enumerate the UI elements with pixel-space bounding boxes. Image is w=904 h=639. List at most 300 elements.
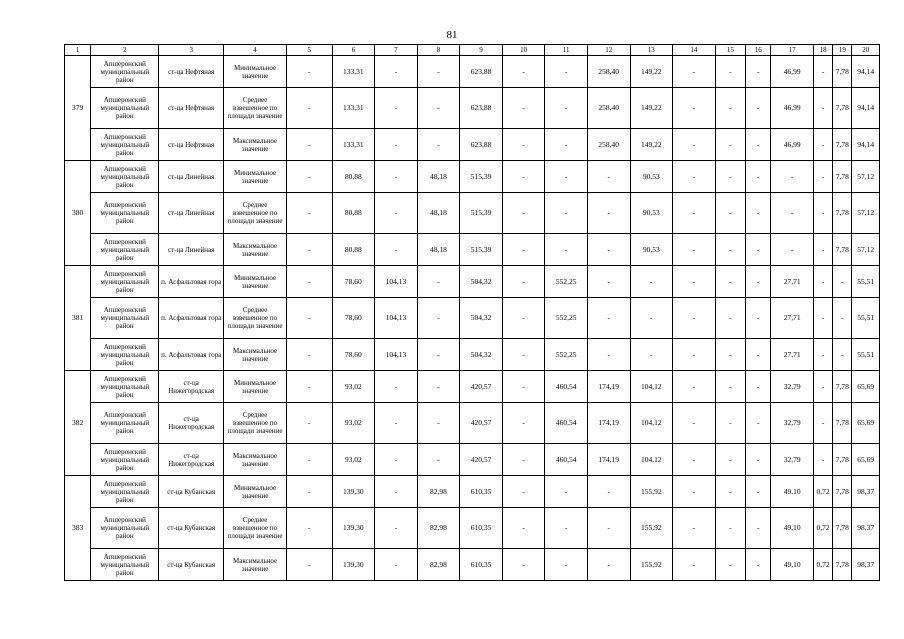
value-cell: 552,25	[545, 298, 588, 339]
value-cell: 78,60	[332, 266, 375, 298]
table-row	[65, 403, 880, 444]
value-cell: -	[502, 476, 545, 508]
row-number: 380	[65, 161, 91, 266]
value-cell: -	[715, 403, 745, 444]
district-cell: Апшеронский муниципальный район	[91, 476, 159, 508]
value-cell: -	[715, 549, 745, 581]
value-type-cell: Максимальное значение	[224, 234, 287, 266]
value-cell: -	[746, 549, 771, 581]
settlement-cell: п. Асфальтовая гора	[159, 266, 224, 298]
value-cell: 133,31	[332, 56, 375, 88]
value-cell: -	[286, 193, 332, 234]
column-header: 12	[587, 45, 630, 56]
value-cell: -	[286, 549, 332, 581]
value-cell: -	[673, 88, 716, 129]
value-cell: -	[673, 371, 716, 403]
row-number: 382	[65, 371, 91, 476]
value-cell: -	[630, 298, 673, 339]
table-row	[65, 88, 880, 129]
value-cell: -	[813, 234, 832, 266]
value-cell: -	[417, 298, 460, 339]
column-header: 20	[852, 45, 880, 56]
value-cell: -	[417, 371, 460, 403]
column-header: 2	[91, 45, 159, 56]
value-cell: -	[375, 234, 418, 266]
value-cell: 7,78	[833, 549, 852, 581]
data-table	[64, 44, 880, 581]
value-cell: -	[502, 266, 545, 298]
district-cell: Апшеронский муниципальный район	[91, 129, 159, 161]
settlement-cell: ст-ца Нефтяная	[159, 88, 224, 129]
value-type-cell: Минимальное значение	[224, 56, 287, 88]
value-cell: -	[375, 444, 418, 476]
value-cell: -	[746, 339, 771, 371]
value-cell: -	[502, 298, 545, 339]
settlement-cell: п. Асфальтовая гора	[159, 298, 224, 339]
value-cell: -	[417, 88, 460, 129]
value-cell: 80,88	[332, 234, 375, 266]
table-row	[65, 476, 880, 508]
value-cell: 27,71	[771, 266, 814, 298]
value-cell: 27,71	[771, 339, 814, 371]
value-cell: 46,99	[771, 56, 814, 88]
value-cell: 57,12	[852, 193, 880, 234]
value-cell: -	[545, 234, 588, 266]
value-cell: -	[286, 508, 332, 549]
value-cell: 610,35	[460, 476, 503, 508]
value-cell: 46,99	[771, 129, 814, 161]
value-cell: -	[746, 161, 771, 193]
table-row	[65, 339, 880, 371]
column-header: 17	[771, 45, 814, 56]
value-cell: -	[587, 266, 630, 298]
value-cell: -	[375, 549, 418, 581]
column-header: 8	[417, 45, 460, 56]
value-cell: -	[502, 339, 545, 371]
value-cell: 78,60	[332, 298, 375, 339]
value-cell: -	[417, 56, 460, 88]
value-cell: 420,57	[460, 444, 503, 476]
value-cell: 420,57	[460, 403, 503, 444]
settlement-cell: ст-ца Нижегородская	[159, 444, 224, 476]
value-cell: 420,57	[460, 371, 503, 403]
value-cell: -	[746, 403, 771, 444]
value-cell: -	[715, 129, 745, 161]
value-cell: 7,78	[833, 444, 852, 476]
value-cell: -	[673, 508, 716, 549]
value-cell: -	[813, 56, 832, 88]
value-cell: 504,32	[460, 266, 503, 298]
value-cell: 460,54	[545, 371, 588, 403]
settlement-cell: ст-ца Линейная	[159, 193, 224, 234]
value-cell: -	[813, 129, 832, 161]
row-number: 383	[65, 476, 91, 581]
value-type-cell: Среднее взвешенное по площади значение	[224, 298, 287, 339]
column-header: 9	[460, 45, 503, 56]
value-cell: -	[286, 56, 332, 88]
table-row	[65, 371, 880, 403]
value-cell: -	[545, 161, 588, 193]
value-cell: -	[417, 403, 460, 444]
table-row	[65, 266, 880, 298]
value-type-cell: Минимальное значение	[224, 371, 287, 403]
value-cell: -	[673, 476, 716, 508]
value-cell: -	[813, 266, 832, 298]
district-cell: Апшеронский муниципальный район	[91, 56, 159, 88]
value-cell: 55,51	[852, 298, 880, 339]
value-cell: 104,12	[630, 403, 673, 444]
value-cell: 94,14	[852, 129, 880, 161]
value-cell: -	[673, 298, 716, 339]
row-number: 379	[65, 56, 91, 161]
district-cell: Апшеронский муниципальный район	[91, 549, 159, 581]
settlement-cell: ст-ца Кубанская	[159, 508, 224, 549]
column-header: 4	[224, 45, 287, 56]
value-cell: -	[587, 476, 630, 508]
value-cell: -	[502, 129, 545, 161]
table-row	[65, 56, 880, 88]
value-cell: -	[286, 129, 332, 161]
value-cell: -	[375, 476, 418, 508]
value-cell: 149,22	[630, 56, 673, 88]
value-cell: -	[502, 403, 545, 444]
value-cell: -	[673, 339, 716, 371]
value-cell: -	[813, 403, 832, 444]
value-cell: -	[715, 234, 745, 266]
value-cell: 90,53	[630, 193, 673, 234]
value-cell: 515,39	[460, 234, 503, 266]
value-cell: -	[545, 56, 588, 88]
value-cell: -	[630, 266, 673, 298]
value-cell: -	[771, 161, 814, 193]
value-cell: 515,39	[460, 193, 503, 234]
value-cell: -	[545, 193, 588, 234]
value-cell: 49,10	[771, 508, 814, 549]
value-cell: -	[286, 266, 332, 298]
value-cell: 82,98	[417, 549, 460, 581]
column-number-row	[65, 45, 880, 56]
value-cell: 104,12	[630, 444, 673, 476]
value-cell: -	[746, 88, 771, 129]
value-cell: -	[375, 371, 418, 403]
value-cell: -	[673, 193, 716, 234]
value-cell: -	[746, 508, 771, 549]
value-cell: 139,30	[332, 476, 375, 508]
value-cell: 98,37	[852, 549, 880, 581]
value-cell: -	[715, 298, 745, 339]
table-row	[65, 298, 880, 339]
value-type-cell: Минимальное значение	[224, 476, 287, 508]
value-cell: 149,22	[630, 88, 673, 129]
value-cell: 155,92	[630, 508, 673, 549]
value-cell: 7,78	[833, 129, 852, 161]
settlement-cell: ст-ца Нефтяная	[159, 56, 224, 88]
value-cell: -	[813, 161, 832, 193]
settlement-cell: ст-ца Нефтяная	[159, 129, 224, 161]
value-cell: 610,35	[460, 549, 503, 581]
value-cell: -	[833, 339, 852, 371]
value-cell: -	[715, 371, 745, 403]
column-header: 5	[286, 45, 332, 56]
value-cell: 32,79	[771, 444, 814, 476]
value-cell: 104,12	[630, 371, 673, 403]
value-cell: 7,78	[833, 193, 852, 234]
settlement-cell: ст-ца Линейная	[159, 161, 224, 193]
value-cell: -	[673, 234, 716, 266]
value-cell: -	[833, 266, 852, 298]
value-cell: -	[833, 298, 852, 339]
value-cell: -	[375, 129, 418, 161]
value-cell: 515,39	[460, 161, 503, 193]
value-cell: 155,92	[630, 476, 673, 508]
value-type-cell: Максимальное значение	[224, 129, 287, 161]
value-cell: -	[813, 371, 832, 403]
value-cell: 623,88	[460, 56, 503, 88]
value-cell: -	[715, 161, 745, 193]
table-row	[65, 129, 880, 161]
value-cell: 48,18	[417, 234, 460, 266]
value-cell: 104,13	[375, 266, 418, 298]
value-cell: 0,72	[813, 508, 832, 549]
value-cell: -	[502, 193, 545, 234]
value-cell: 98,37	[852, 508, 880, 549]
value-cell: -	[375, 403, 418, 444]
value-cell: -	[417, 266, 460, 298]
value-cell: -	[375, 88, 418, 129]
value-cell: 623,88	[460, 129, 503, 161]
column-header: 6	[332, 45, 375, 56]
value-cell: -	[746, 193, 771, 234]
value-cell: -	[375, 193, 418, 234]
value-cell: 155,92	[630, 549, 673, 581]
value-type-cell: Максимальное значение	[224, 549, 287, 581]
value-cell: 133,31	[332, 88, 375, 129]
district-cell: Апшеронский муниципальный район	[91, 88, 159, 129]
column-header: 16	[746, 45, 771, 56]
table-row	[65, 549, 880, 581]
value-cell: 98,37	[852, 476, 880, 508]
value-cell: 174,19	[587, 403, 630, 444]
value-cell: -	[630, 339, 673, 371]
value-cell: 174,19	[587, 371, 630, 403]
value-cell: 94,14	[852, 56, 880, 88]
value-cell: -	[715, 88, 745, 129]
value-type-cell: Максимальное значение	[224, 339, 287, 371]
value-cell: -	[545, 476, 588, 508]
row-number: 381	[65, 266, 91, 371]
table-row	[65, 193, 880, 234]
value-cell: 65,69	[852, 403, 880, 444]
value-cell: -	[545, 549, 588, 581]
value-cell: -	[587, 161, 630, 193]
value-cell: 460,54	[545, 444, 588, 476]
value-cell: -	[545, 129, 588, 161]
value-cell: -	[673, 444, 716, 476]
value-cell: 49,10	[771, 476, 814, 508]
value-cell: -	[673, 56, 716, 88]
value-cell: -	[746, 266, 771, 298]
value-cell: 139,30	[332, 549, 375, 581]
value-cell: -	[673, 549, 716, 581]
value-cell: 7,78	[833, 403, 852, 444]
column-header: 13	[630, 45, 673, 56]
value-cell: -	[502, 234, 545, 266]
value-cell: -	[502, 508, 545, 549]
value-cell: -	[587, 339, 630, 371]
value-cell: 46,99	[771, 88, 814, 129]
column-header: 14	[673, 45, 716, 56]
value-cell: 55,51	[852, 339, 880, 371]
value-cell: 504,32	[460, 339, 503, 371]
value-cell: 57,12	[852, 161, 880, 193]
value-type-cell: Среднее взвешенное по площади значение	[224, 403, 287, 444]
value-cell: 104,13	[375, 298, 418, 339]
value-cell: -	[746, 56, 771, 88]
value-cell: 32,79	[771, 371, 814, 403]
value-cell: -	[715, 339, 745, 371]
value-type-cell: Среднее взвешенное по площади значение	[224, 508, 287, 549]
value-cell: 7,78	[833, 371, 852, 403]
value-cell: -	[771, 193, 814, 234]
value-cell: -	[746, 476, 771, 508]
table-row	[65, 508, 880, 549]
value-cell: -	[813, 444, 832, 476]
table-row	[65, 161, 880, 193]
value-cell: -	[502, 56, 545, 88]
value-cell: 104,13	[375, 339, 418, 371]
value-cell: -	[502, 371, 545, 403]
value-cell: -	[286, 476, 332, 508]
column-header: 7	[375, 45, 418, 56]
value-cell: 93,02	[332, 444, 375, 476]
value-cell: -	[746, 371, 771, 403]
table-row	[65, 234, 880, 266]
value-cell: -	[502, 549, 545, 581]
value-cell: -	[746, 444, 771, 476]
settlement-cell: ст-ца Нижегородская	[159, 371, 224, 403]
value-cell: 49,10	[771, 549, 814, 581]
value-cell: -	[587, 193, 630, 234]
district-cell: Апшеронский муниципальный район	[91, 266, 159, 298]
settlement-cell: ст-ца Нижегородская	[159, 403, 224, 444]
table-row	[65, 444, 880, 476]
value-cell: 460,54	[545, 403, 588, 444]
value-cell: 48,18	[417, 161, 460, 193]
value-cell: 258,40	[587, 129, 630, 161]
value-cell: -	[771, 234, 814, 266]
value-cell: -	[286, 403, 332, 444]
value-type-cell: Максимальное значение	[224, 444, 287, 476]
value-cell: -	[286, 444, 332, 476]
value-type-cell: Минимальное значение	[224, 266, 287, 298]
value-cell: 623,88	[460, 88, 503, 129]
value-cell: 65,69	[852, 371, 880, 403]
value-type-cell: Минимальное значение	[224, 161, 287, 193]
value-cell: 258,40	[587, 88, 630, 129]
value-cell: -	[715, 508, 745, 549]
value-cell: -	[286, 161, 332, 193]
value-type-cell: Среднее взвешенное по площади значение	[224, 193, 287, 234]
value-cell: 610,35	[460, 508, 503, 549]
value-cell: -	[502, 88, 545, 129]
value-cell: 78,60	[332, 339, 375, 371]
value-cell: 7,78	[833, 234, 852, 266]
value-cell: -	[587, 298, 630, 339]
value-cell: 7,78	[833, 476, 852, 508]
column-header: 3	[159, 45, 224, 56]
value-type-cell: Среднее взвешенное по площади значение	[224, 88, 287, 129]
value-cell: 258,40	[587, 56, 630, 88]
column-header: 11	[545, 45, 588, 56]
value-cell: -	[746, 234, 771, 266]
value-cell: 7,78	[833, 88, 852, 129]
value-cell: -	[502, 444, 545, 476]
value-cell: 0,72	[813, 476, 832, 508]
value-cell: -	[286, 234, 332, 266]
value-cell: 80,88	[332, 193, 375, 234]
column-header: 15	[715, 45, 745, 56]
value-cell: -	[715, 193, 745, 234]
settlement-cell: п. Асфальтовая гора	[159, 339, 224, 371]
value-cell: -	[813, 339, 832, 371]
value-cell: -	[375, 56, 418, 88]
page-number: 81	[446, 29, 458, 41]
value-cell: -	[587, 549, 630, 581]
value-cell: -	[715, 476, 745, 508]
value-cell: -	[587, 508, 630, 549]
value-cell: 48,18	[417, 193, 460, 234]
value-cell: 94,14	[852, 88, 880, 129]
value-cell: 504,32	[460, 298, 503, 339]
district-cell: Апшеронский муниципальный район	[91, 161, 159, 193]
value-cell: -	[673, 161, 716, 193]
value-cell: 552,25	[545, 339, 588, 371]
value-cell: -	[715, 444, 745, 476]
district-cell: Апшеронский муниципальный район	[91, 508, 159, 549]
district-cell: Апшеронский муниципальный район	[91, 371, 159, 403]
value-cell: 149,22	[630, 129, 673, 161]
value-cell: -	[286, 298, 332, 339]
value-cell: 0,72	[813, 549, 832, 581]
value-cell: 57,12	[852, 234, 880, 266]
settlement-cell: ст-ца Кубанская	[159, 476, 224, 508]
value-cell: -	[715, 56, 745, 88]
value-cell: 93,02	[332, 371, 375, 403]
column-header: 19	[833, 45, 852, 56]
value-cell: -	[286, 371, 332, 403]
value-cell: -	[286, 339, 332, 371]
value-cell: -	[375, 508, 418, 549]
value-cell: -	[673, 129, 716, 161]
value-cell: -	[813, 298, 832, 339]
value-cell: 174,19	[587, 444, 630, 476]
value-cell: -	[375, 161, 418, 193]
value-cell: -	[417, 129, 460, 161]
value-cell: 552,25	[545, 266, 588, 298]
value-cell: -	[813, 193, 832, 234]
value-cell: -	[746, 298, 771, 339]
district-cell: Апшеронский муниципальный район	[91, 403, 159, 444]
value-cell: 7,78	[833, 508, 852, 549]
value-cell: 27,71	[771, 298, 814, 339]
district-cell: Апшеронский муниципальный район	[91, 444, 159, 476]
value-cell: 7,78	[833, 161, 852, 193]
value-cell: -	[715, 266, 745, 298]
value-cell: -	[813, 88, 832, 129]
column-header: 10	[502, 45, 545, 56]
district-cell: Апшеронский муниципальный район	[91, 298, 159, 339]
value-cell: 82,98	[417, 476, 460, 508]
